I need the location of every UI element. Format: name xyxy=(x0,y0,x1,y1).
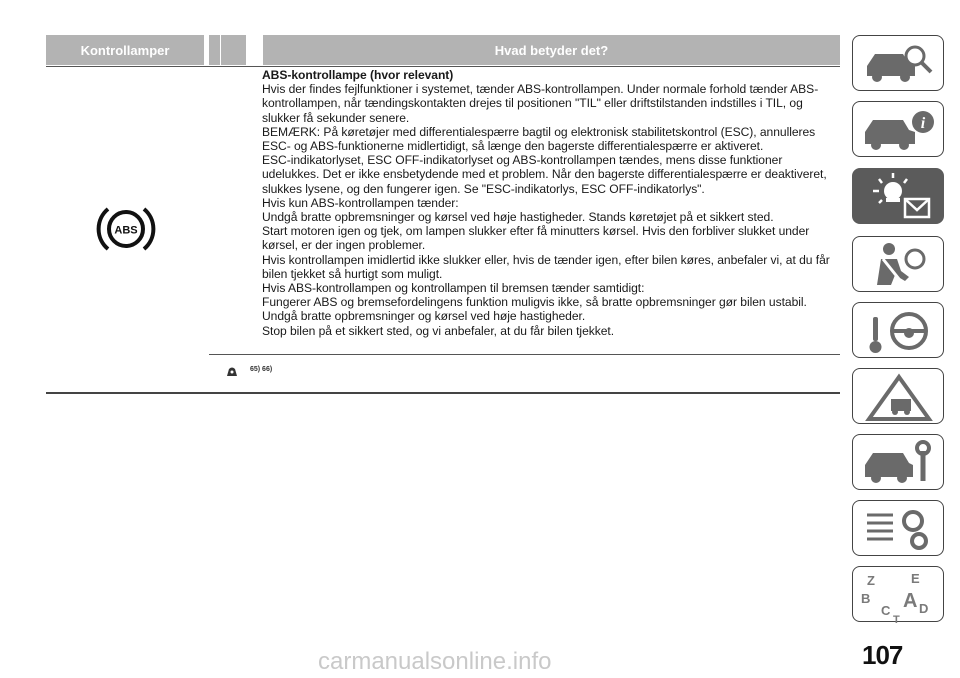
index-letter: E xyxy=(911,571,920,586)
table-rule-top xyxy=(46,66,840,67)
paragraph: Hvis der findes fejlfunktioner i systemet, tænder ABS-kontrollampen. Under normale forhold tænder ABS-kontrollampen, når tændingskontakten drejes til positionen "TIL" eller driftstilstanden indstilles i TIL, og slukker få sekunder senere. xyxy=(262,82,819,125)
description-column xyxy=(262,68,842,338)
index-letter: B xyxy=(861,591,871,606)
tab-car-search[interactable] xyxy=(852,35,944,91)
paragraph: Stop bilen på et sikkert sted, og vi anbefaler, at du får bilen tjekket. xyxy=(262,323,615,338)
header-spacer xyxy=(221,35,246,65)
tab-car-info[interactable] xyxy=(852,101,944,157)
tab-maintenance[interactable] xyxy=(852,434,944,490)
tab-emergency[interactable] xyxy=(852,368,944,424)
index-letters-icon xyxy=(853,567,945,623)
column-header-warning-lamps: Kontrollamper xyxy=(46,35,204,65)
tab-warning-lights[interactable] xyxy=(852,168,944,224)
car-info-icon xyxy=(853,102,945,158)
paragraph: Hvis ABS-kontrollampen og kontrollampen til bremsen tænder samtidigt: xyxy=(262,281,645,296)
abs-lamp-label: ABS xyxy=(114,224,138,237)
tab-technical-data[interactable] xyxy=(852,500,944,556)
paragraph: Fungerer ABS og bremsefordelingens funktion muligvis ikke, så bratte opbremsninger gør bilen ustabil. Undgå bratte opbremsninger og kørsel ved høje hastigheder. xyxy=(262,295,807,324)
paragraph: BEMÆRK: På køretøjer med differentialespærre bagtil og elektronisk stabilitetskontrol (ESC), annulleres ESC- og ABS-funktionerne midlertidigt, så længe den bagerste differentialespærre er aktiveret. xyxy=(262,124,816,154)
paragraph: Start motoren igen og tjek, om lampen slukker efter få minutters kørsel. Hvis den forbliver slukket under kørsel, er der ingen problemer. xyxy=(262,224,810,253)
page-number: 107 xyxy=(862,640,903,670)
section-title: ABS-kontrollampe (hvor relevant) xyxy=(262,68,454,82)
steering-key-icon xyxy=(853,303,945,359)
specs-gears-icon xyxy=(853,501,945,557)
car-wrench-icon xyxy=(853,435,945,491)
paragraph: Undgå bratte opbremsninger og kørsel ved høje hastigheder. Stands køretøjet på et sikkert sted. xyxy=(262,210,774,225)
header-spacer xyxy=(209,35,220,65)
column-header-meaning: Hvad betyder det? xyxy=(263,35,840,65)
warning-triangle-icon xyxy=(853,369,945,425)
svg-text:i: i xyxy=(920,115,926,132)
index-letter: T xyxy=(893,614,900,623)
warning-light-message-icon xyxy=(853,169,945,229)
index-letter: A xyxy=(903,590,918,612)
tab-starting-driving[interactable] xyxy=(852,302,944,358)
tab-index[interactable] xyxy=(852,566,944,622)
paragraph: Hvis kun ABS-kontrollampen tænder: xyxy=(262,195,459,210)
index-letter: Z xyxy=(867,573,875,588)
abs-warning-lamp-icon xyxy=(94,201,158,257)
warning-reference-icon xyxy=(224,363,240,379)
paragraph: ESC-indikatorlyset, ESC OFF-indikatorlyset og ABS-kontrollampen tændes, mens disse funktioner udelukkes. Det er ikke ensbetydende med et problem. Når den bagerste differentialespærre er deaktiveret, slukkes lysene, og den fungerer igen. Se "ESC-indikatorlys, ESC OFF-indikatorlys". xyxy=(262,153,827,196)
watermark: carmanualsonline.info xyxy=(318,648,552,675)
car-search-icon xyxy=(853,36,945,92)
seatbelt-airbag-icon xyxy=(853,237,945,293)
warning-reference-numbers: 65) 66) xyxy=(250,366,273,373)
paragraph: Hvis kontrollampen imidlertid ikke slukker eller, hvis de tænder igen, efter bilen køres, anbefaler vi, at du får bilen tjekket så hurtigt som muligt. xyxy=(262,252,830,281)
tab-safety[interactable] xyxy=(852,236,944,292)
table-rule-bottom xyxy=(46,392,840,394)
table-rule-inner xyxy=(209,354,840,355)
index-letter: C xyxy=(881,603,891,618)
index-letter: D xyxy=(919,601,929,616)
